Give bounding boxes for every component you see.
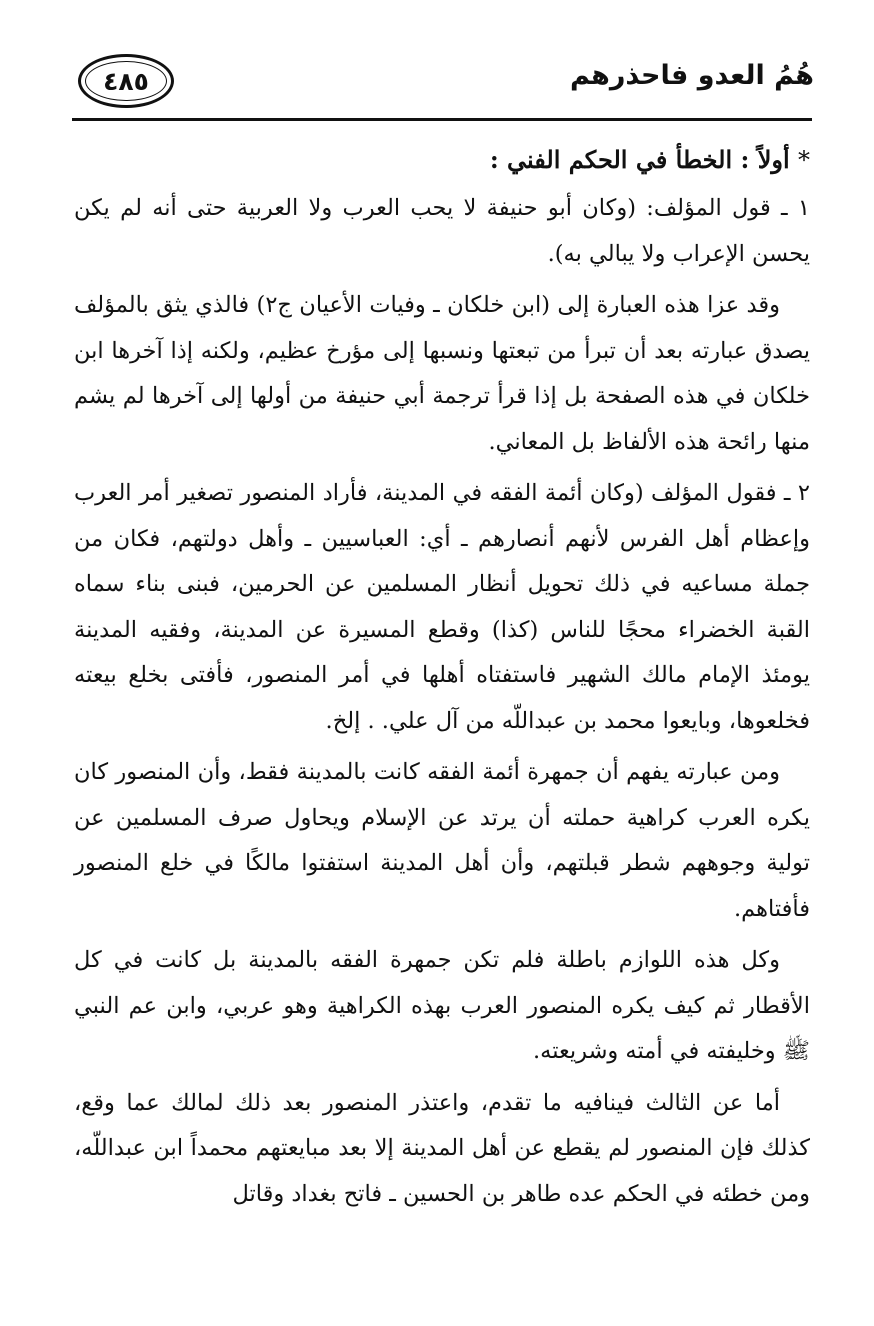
asterisk-marker: * <box>798 146 810 174</box>
section-heading-text: أولاً : الخطأ في الحكم الفني : <box>489 145 790 174</box>
paragraph-2: وقد عزا هذه العبارة إلى (ابن خلكان ـ وفيات الأعيان ج٢) فالذي يثق بالمؤلف يصدق عبارته بعد أن تبرأ من تبعتها ونسبها إلى مؤرخ عظيم، ولكنه إذا آخرها ابن خلكان في هذه الصفحة بل إذا قرأ ترجمة أبي حنيفة من أولها إلى آخرها لم يشم منها رائحة هذه الألفاظ بل المعاني. <box>74 292 810 455</box>
paragraph-5: وكل هذه اللوازم باطلة فلم تكن جمهرة الفقه بالمدينة بل كانت في كل الأقطار ثم كيف يكره المنصور العرب بهذه الكراهية وهو عربي، وابن عم النبي ﷺ وخليفته في أمته وشريعته. <box>74 947 810 1064</box>
paragraph-3: ٢ ـ فقول المؤلف (وكان أئمة الفقه في المدينة، فأراد المنصور تصغير أمر العرب وإعظام أهل الفرس لأنهم أنصارهم ـ أي: العباسيين ـ وأهل دولتهم، فكان من جملة مساعيه في ذلك تحويل أنظار المسلمين عن الحرمين، فبنى بناء سماه القبة الخضراء محجًا للناس (كذا) وقطع المسيرة عن المدينة، وفقيه المدينة يومئذ الإمام مالك الشهير فاستفتاه أهلها في أمر المنصور، فأفتى بخلع بيعته فخلعوها، وبايعوا محمد بن عبداللّه من آل علي. . إلخ. <box>74 480 810 734</box>
header-divider <box>72 118 812 121</box>
paragraph-4: ومن عبارته يفهم أن جمهرة أئمة الفقه كانت بالمدينة فقط، وأن المنصور كان يكره العرب كراهية حملته أن يرتد عن الإسلام ويحاول صرف المسلمين عن تولية وجوههم شطر قبلتهم، وأن أهل المدينة استفتوا مالكًا في خلع المنصور فأفتاهم. <box>74 759 810 922</box>
page-number-frame <box>78 54 174 108</box>
page-body <box>74 140 810 1223</box>
page-header <box>70 54 814 118</box>
paragraph-6: أما عن الثالث فينافيه ما تقدم، واعتذر المنصور بعد ذلك لمالك عما وقع، كذلك فإن المنصور لم يقطع عن أهل المدينة إلا بعد مبايعتهم محمداً ابن عبداللّه، ومن خطئه في الحكم عده طاهر بن الحسين ـ فاتح بغداد وقاتل <box>74 1089 810 1207</box>
section-heading <box>74 140 810 180</box>
paragraph-1: ١ ـ قول المؤلف: (وكان أبو حنيفة لا يحب العرب ولا العربية حتى أنه لم يكن يحسن الإعراب ولا يبالي به). <box>74 195 810 267</box>
running-title: هُمُ العدو فاحذرهم <box>569 60 814 91</box>
page-number: ٤٨٥ <box>103 66 149 96</box>
